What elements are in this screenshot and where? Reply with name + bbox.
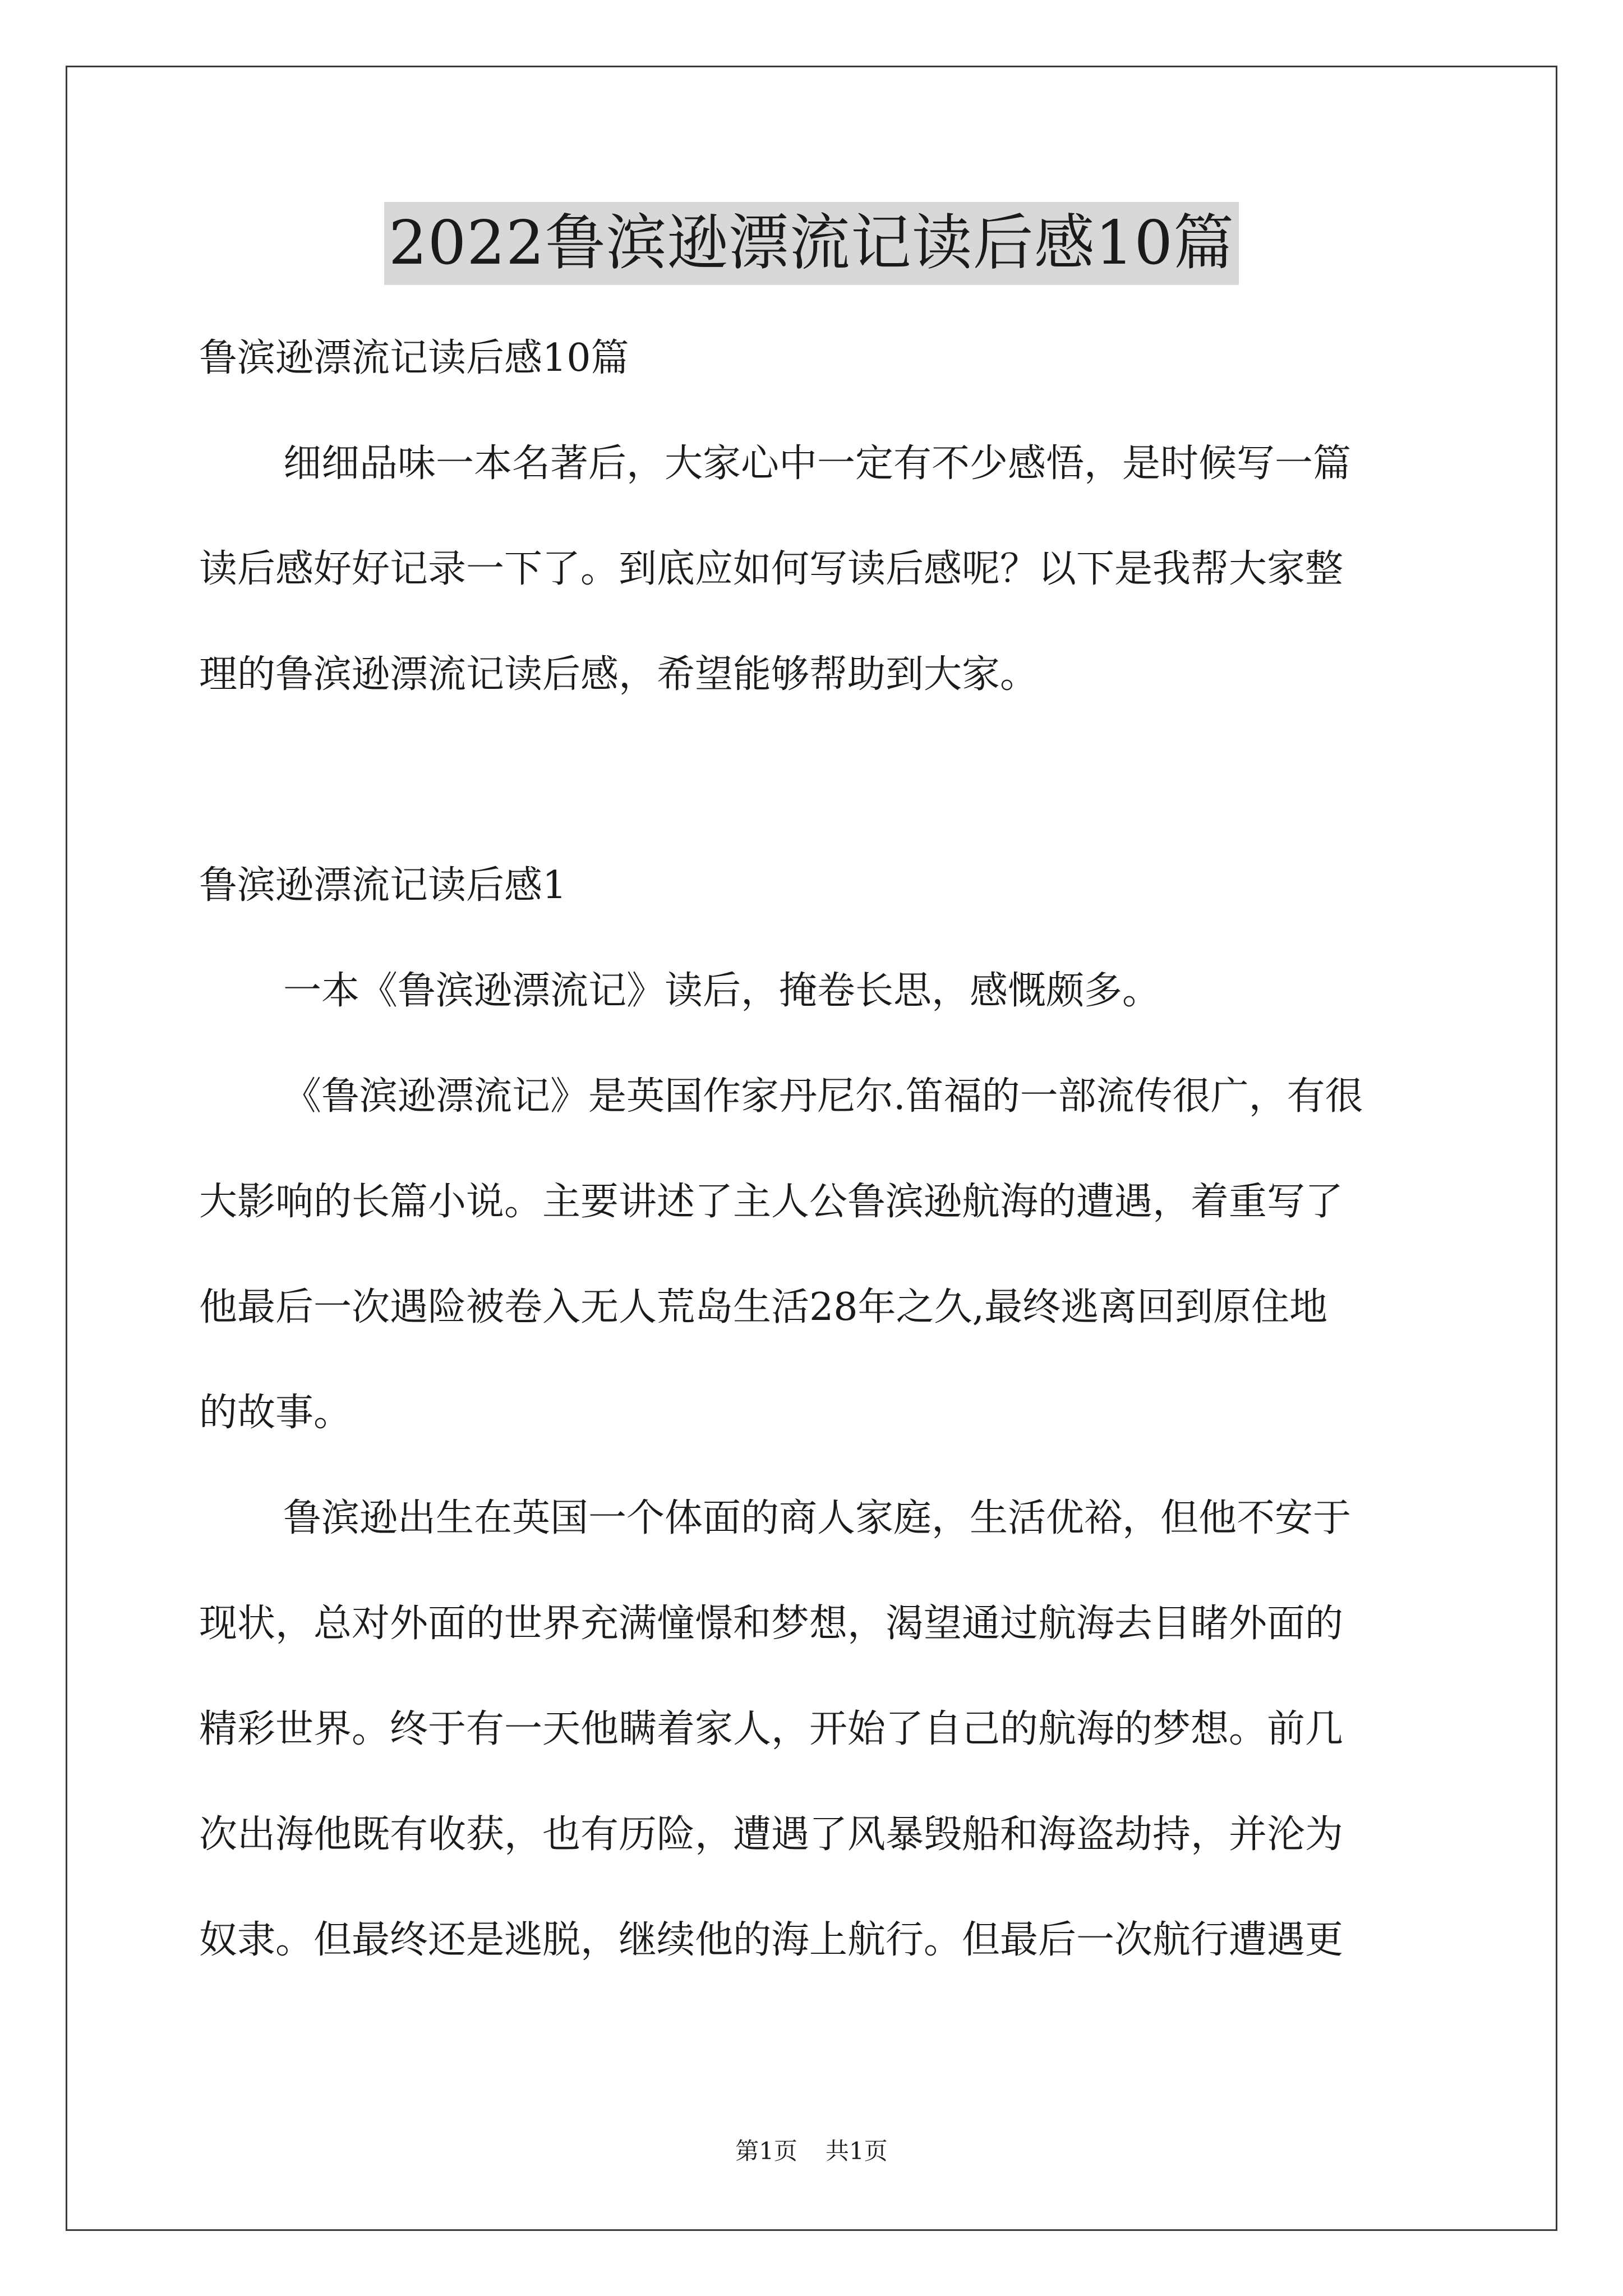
paragraph-line: 奴隶。但最终还是逃脱，继续他的海上航行。但最后一次航行遭遇更 xyxy=(199,1918,1344,1962)
page-number: 第1页 xyxy=(735,2137,797,2165)
intro-line: 理的鲁滨逊漂流记读后感，希望能够帮助到大家。 xyxy=(199,652,1039,697)
intro-line: 细细品味一本名著后，大家心中一定有不少感悟，是时候写一篇 xyxy=(283,441,1352,486)
page-footer xyxy=(0,2134,1623,2168)
section-heading: 鲁滨逊漂流记读后感1 xyxy=(199,863,567,908)
document-title: 2022鲁滨逊漂流记读后感10篇 xyxy=(384,202,1239,285)
paragraph-line: 鲁滨逊出生在英国一个体面的商人家庭，生活优裕，但他不安于 xyxy=(283,1496,1352,1540)
paragraph-line: 的故事。 xyxy=(199,1391,352,1435)
paragraph-line: 次出海他既有收获，也有历险，遭遇了风暴毁船和海盗劫持，并沦为 xyxy=(199,1812,1344,1857)
intro-line: 读后感好好记录一下了。到底应如何写读后感呢？以下是我帮大家整 xyxy=(199,547,1344,591)
paragraph-line: 现状，总对外面的世界充满憧憬和梦想，渴望通过航海去目睹外面的 xyxy=(199,1602,1344,1646)
paragraph-line: 大影响的长篇小说。主要讲述了主人公鲁滨逊航海的遭遇，着重写了 xyxy=(199,1180,1344,1224)
title-container xyxy=(0,202,1623,285)
subtitle: 鲁滨逊漂流记读后感10篇 xyxy=(199,336,629,380)
paragraph-line: 《鲁滨逊漂流记》是英国作家丹尼尔.笛福的一部流传很广，有很 xyxy=(283,1074,1363,1119)
spacer xyxy=(199,728,1427,833)
paragraph-line: 一本《鲁滨逊漂流记》读后，掩卷长思，感慨颇多。 xyxy=(283,969,1161,1013)
paragraph-line: 精彩世界。终于有一天他瞒着家人，开始了自己的航海的梦想。前几 xyxy=(199,1707,1344,1751)
paragraph-line: 他最后一次遇险被卷入无人荒岛生活28年之久,最终逃离回到原住地 xyxy=(199,1285,1328,1329)
document-body xyxy=(199,306,1427,1993)
page-total: 共1页 xyxy=(826,2137,888,2165)
